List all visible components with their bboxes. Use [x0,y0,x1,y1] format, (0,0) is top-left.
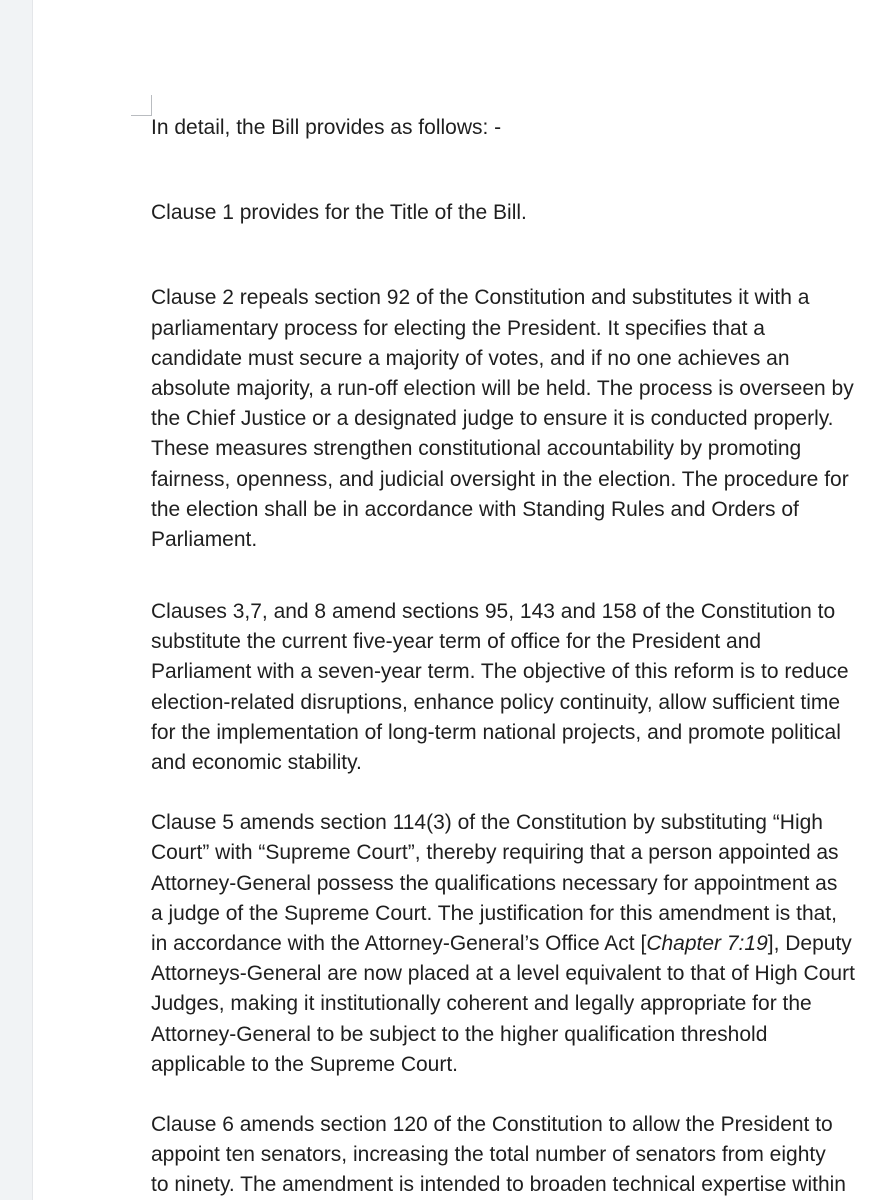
paragraph-spacing [151,555,891,597]
text-line: to ninety. The amendment is intended to broaden technical expertise within [151,1173,846,1197]
text-line: election-related disruptions, enhance policy continuity, allow sufficient time [151,690,841,714]
page-margin-marker [131,95,152,116]
text-line: In detail, the Bill provides as follows: - [151,116,502,139]
text-line: the Chief Justice or a designated judge to ensure it is conducted properly. [151,407,834,431]
text-line: Attorney-General possess the qualifications necessary for appointment as [151,871,838,895]
text-line: applicable to the Supreme Court. [151,1052,459,1076]
paragraph-spacing [151,143,891,198]
clause-5-paragraph [151,808,891,1080]
text-line: Clause 6 amends section 120 of the Constitution to allow the President to [151,1112,833,1136]
text-segment: in accordance with the Attorney-General’s Office Act [ [151,931,647,955]
paragraph-spacing [151,228,891,283]
text-line: for the implementation of long-term national projects, and promote political [151,720,841,744]
text-line: absolute majority, a run-off election will be held. The process is overseen by [151,376,854,400]
text-line: Clause 1 provides for the Title of the Bill. [151,201,527,225]
document-page[interactable] [32,0,891,1200]
paragraph-spacing [151,778,891,808]
text-line: Attorney-General to be subject to the higher qualification threshold [151,1022,768,1046]
text-line: Parliament. [151,527,258,551]
text-line-with-citation [151,929,891,959]
text-line: Parliament with a seven-year term. The objective of this reform is to reduce [151,660,849,684]
intro-paragraph [151,113,891,143]
text-line: candidate must secure a majority of votes, and if no one achieves an [151,346,790,370]
clause-6-paragraph [151,1110,891,1200]
clause-2-paragraph [151,283,891,555]
text-line: fairness, openness, and judicial oversight in the election. The procedure for [151,467,849,491]
text-line: These measures strengthen constitutional accountability by promoting [151,437,802,461]
text-line: the election shall be in accordance with Standing Rules and Orders of [151,497,799,521]
text-line: Attorneys-General are now placed at a level equivalent to that of High Court [151,962,855,986]
text-line: substitute the current five-year term of office for the President and [151,630,762,654]
text-line: Court” with “Supreme Court”, thereby requiring that a person appointed as [151,841,839,865]
document-body[interactable] [151,113,891,1200]
text-segment: ], Deputy [767,931,852,955]
clause-1-paragraph [151,198,891,228]
text-line: parliamentary process for electing the President. It specifies that a [151,316,765,340]
text-line: Clause 5 amends section 114(3) of the Constitution by substituting “High [151,811,823,835]
italic-citation: Chapter 7:19 [646,931,768,955]
text-line: Clauses 3,7, and 8 amend sections 95, 143 and 158 of the Constitution to [151,600,836,624]
text-line: a judge of the Supreme Court. The justification for this amendment is that, [151,901,837,925]
clauses-3-7-8-paragraph [151,597,891,778]
paragraph-spacing [151,1080,891,1110]
text-line: Judges, making it institutionally coherent and legally appropriate for the [151,992,812,1016]
text-line: appoint ten senators, increasing the total number of senators from eighty [151,1143,826,1167]
text-line: and economic stability. [151,751,362,774]
text-line: Clause 2 repeals section 92 of the Constitution and substitutes it with a [151,286,810,310]
